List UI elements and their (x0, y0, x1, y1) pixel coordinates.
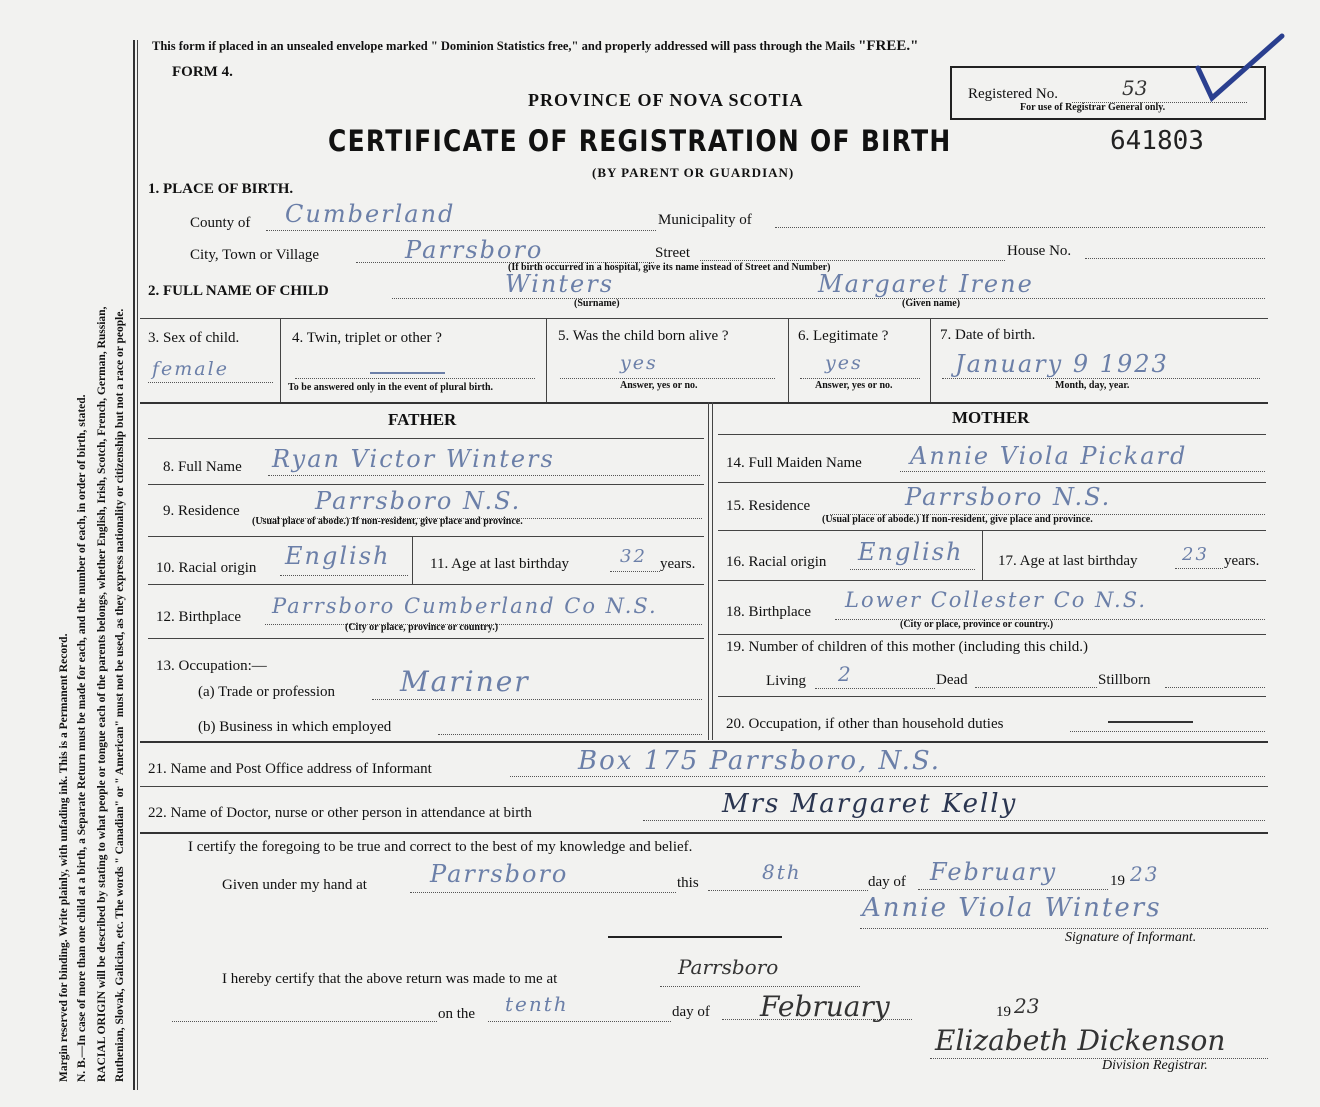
sex-value: female (152, 358, 229, 380)
father-age-value: 32 (620, 546, 647, 567)
margin-note-2: N. B.—In case of more than one child at a birth, a Separate Return must be made for each, and the number of each, in order of birth, stated. (76, 394, 88, 1082)
legitimate-label: 6. Legitimate ? (798, 328, 889, 344)
mother-name-value: Annie Viola Pickard (910, 442, 1188, 470)
informant-signature: Annie Viola Winters (862, 893, 1162, 923)
father-trade-label: (a) Trade or profession (198, 684, 336, 700)
mother-name-label: 14. Full Maiden Name (726, 455, 862, 471)
this-label: this (677, 875, 699, 891)
surname-caption: (Surname) (574, 298, 620, 309)
mother-birthplace-note: (City or place, province or country.) (900, 619, 1054, 630)
father-name-label: 8. Full Name (163, 459, 242, 475)
given-under-label: Given under my hand at (222, 877, 367, 893)
checkmark-icon (1190, 30, 1290, 105)
child-name-label: 2. FULL NAME OF CHILD (148, 283, 329, 299)
born-alive-value: yes (620, 352, 658, 374)
cert-month-value: February (930, 858, 1058, 886)
mother-birthplace-label: 18. Birthplace (726, 604, 811, 620)
mother-residence-note: (Usual place of abode.) If non-resident, give place and province. (822, 514, 1093, 525)
registrar-month-value: February (760, 990, 890, 1023)
dead-label: Dead (936, 672, 968, 688)
father-occupation-label: 13. Occupation:— (156, 658, 267, 674)
father-years-label: years. (660, 556, 696, 572)
father-business-label: (b) Business in which employed (198, 719, 392, 735)
father-residence-label: 9. Residence (163, 503, 240, 519)
on-the-label: on the (438, 1006, 476, 1022)
dob-label: 7. Date of birth. (940, 327, 1036, 343)
born-alive-note: Answer, yes or no. (620, 380, 698, 391)
mother-residence-label: 15. Residence (726, 498, 811, 514)
doctor-value: Mrs Margaret Kelly (722, 789, 1018, 819)
doctor-label: 22. Name of Doctor, nurse or other person in attendance at birth (148, 805, 532, 821)
mother-heading: MOTHER (952, 408, 1030, 427)
father-racial-value: English (285, 542, 391, 570)
registrar-signature: Elizabeth Dickenson (935, 1024, 1226, 1057)
mother-age-value: 23 (1182, 544, 1209, 565)
municipality-label: Municipality of (658, 212, 752, 228)
registrar-note: For use of Registrar General only. (1020, 102, 1166, 113)
father-trade-value: Mariner (400, 665, 530, 698)
mother-residence-value: Parrsboro N.S. (905, 483, 1112, 511)
father-residence-note: (Usual place of abode.) If non-resident, give place and province. (252, 516, 523, 527)
legitimate-note: Answer, yes or no. (815, 380, 893, 391)
mother-racial-label: 16. Racial origin (726, 554, 827, 570)
cert-year-prefix: 19 (1110, 873, 1125, 889)
father-birthplace-label: 12. Birthplace (156, 609, 241, 625)
sex-label: 3. Sex of child. (148, 330, 240, 346)
mother-birthplace-value: Lower Collester Co N.S. (845, 588, 1148, 612)
mother-age-label: 17. Age at last birthday (998, 553, 1138, 569)
street-label: Street (655, 245, 690, 261)
cert-day-of-label: day of (868, 874, 906, 890)
dob-value: January 9 1923 (955, 350, 1169, 378)
cert-day-value: 8th (762, 860, 802, 884)
registrar-day-value: tenth (505, 992, 569, 1016)
registrar-place-value: Parrsboro (678, 955, 779, 979)
father-residence-value: Parrsboro N.S. (315, 487, 522, 515)
mother-years-label: years. (1224, 553, 1260, 569)
form-number: FORM 4. (172, 64, 233, 80)
living-label: Living (766, 673, 806, 689)
place-of-birth-heading: 1. PLACE OF BIRTH. (148, 181, 294, 197)
registrar-year-value: 23 (1014, 994, 1040, 1018)
registered-number-label: Registered No. (968, 86, 1058, 102)
informant-label: 21. Name and Post Office address of Informant (148, 761, 432, 777)
province-title: PROVINCE OF NOVA SCOTIA (528, 90, 804, 110)
father-birthplace-note: (City or place, province or country.) (345, 622, 499, 633)
dob-note: Month, day, year. (1055, 380, 1130, 391)
father-age-label: 11. Age at last birthday (430, 556, 569, 572)
father-heading: FATHER (388, 410, 457, 429)
margin-note-1: Margin reserved for binding. Write plainly, with unfading ink. This is a Permanent Record. (58, 633, 70, 1082)
father-birthplace-value: Parrsboro Cumberland Co N.S. (272, 594, 658, 618)
cert-year-value: 23 (1130, 862, 1160, 886)
stillborn-label: Stillborn (1098, 672, 1151, 688)
city-label: City, Town or Village (190, 247, 320, 263)
father-name-value: Ryan Victor Winters (272, 445, 555, 473)
margin-note-3: RACIAL ORIGIN will be described by stating to what people or tongue each of the parents belongs, whether English, Irish, Scotch, French, German, Russian, (96, 306, 108, 1082)
given-name-caption: (Given name) (902, 298, 961, 309)
twin-label: 4. Twin, triplet or other ? (292, 330, 442, 346)
postal-note: This form if placed in an unsealed envelope marked " Dominion Statistics free," and properly addressed will pass through the Mails "FREE." (152, 38, 919, 54)
registered-number-value: 53 (1122, 76, 1148, 100)
informant-signature-caption: Signature of Informant. (1065, 930, 1197, 945)
county-label: County of (190, 215, 251, 231)
registrar-caption: Division Registrar. (1102, 1058, 1208, 1073)
registrar-statement: I hereby certify that the above return was made to me at (222, 971, 558, 987)
twin-note: To be answered only in the event of plural birth. (288, 382, 494, 393)
hospital-note: (If birth occurred in a hospital, give its name instead of Street and Number) (508, 262, 831, 273)
mother-racial-value: English (858, 538, 964, 566)
registrar-day-of-label: day of (672, 1004, 710, 1020)
certification-statement: I certify the foregoing to be true and correct to the best of my knowledge and belief. (188, 839, 693, 855)
margin-rule (133, 40, 135, 1090)
born-alive-label: 5. Was the child born alive ? (558, 328, 729, 344)
house-number-label: House No. (1007, 243, 1072, 259)
certificate-number: 641803 (1110, 126, 1204, 156)
margin-note-4: Ruthenian, Slovak, Galician, etc. The words " Canadian" or " American" must not be used, as they express nationality or citizenship but not a race or people. (114, 308, 126, 1082)
form-title: CERTIFICATE OF REGISTRATION OF BIRTH (328, 124, 952, 158)
mother-occupation-label: 20. Occupation, if other than household duties (726, 716, 1004, 732)
child-given-name-value: Margaret Irene (818, 270, 1034, 298)
margin-rule-inner (137, 40, 138, 1090)
child-surname-value: Winters (505, 270, 615, 298)
informant-value: Box 175 Parrsboro, N.S. (578, 746, 942, 776)
city-value: Parrsboro (405, 236, 544, 264)
form-subtitle: (BY PARENT OR GUARDIAN) (592, 165, 795, 180)
legitimate-value: yes (825, 352, 863, 374)
father-racial-label: 10. Racial origin (156, 560, 257, 576)
given-place-value: Parrsboro (430, 860, 569, 888)
living-value: 2 (838, 662, 853, 686)
county-value: Cumberland (285, 200, 456, 228)
mother-children-label: 19. Number of children of this mother (including this child.) (726, 639, 1089, 655)
registrar-year-prefix: 19 (996, 1004, 1011, 1020)
